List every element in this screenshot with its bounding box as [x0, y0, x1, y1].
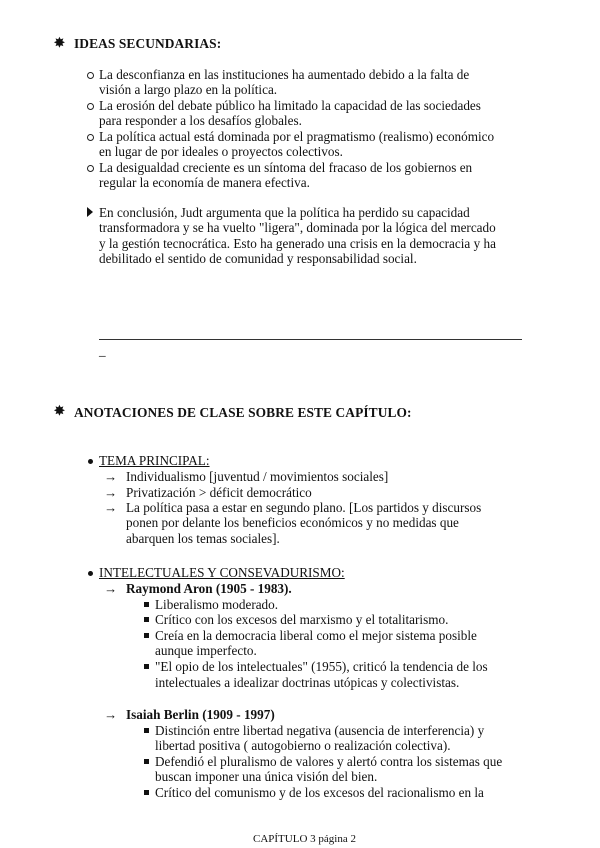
- arrow-icon: →: [104, 500, 118, 515]
- section-title-ideas-secundarias: IDEAS SECUNDARIAS:: [74, 36, 222, 51]
- circle-bullet-icon: [87, 165, 94, 172]
- heading-bullet-icon: ✸: [54, 35, 65, 50]
- circle-bullet-icon: [87, 134, 94, 141]
- square-bullet-icon: [144, 759, 149, 764]
- arrow-icon: →: [104, 707, 118, 722]
- list-item-line: visión a largo plazo en la política.: [99, 82, 278, 97]
- list-item-line: en lugar de por ideales o proyectos colectivos.: [99, 144, 343, 159]
- list-item-line: La política actual está dominada por el pragmatismo (realismo) económico: [99, 129, 495, 144]
- author-name-aron: Raymond Aron (1905 - 1983).: [126, 581, 292, 596]
- horizontal-divider: [99, 339, 522, 340]
- bullet-dot-icon: [88, 459, 93, 464]
- berlin-point-line: Crítico del comunismo y de los excesos del racionalismo en la: [155, 785, 484, 800]
- circle-bullet-icon: [87, 72, 94, 79]
- list-item-line: La erosión del debate público ha limitado la capacidad de las sociedades: [99, 98, 481, 113]
- berlin-point-line: libertad positiva ( autogobierno o realización colectiva).: [155, 738, 451, 753]
- tema-item-line: abarquen los temas sociales].: [126, 531, 280, 546]
- conclusion-line: y la gestión tecnocrática. Esto ha generado una crisis en la democracia y ha: [99, 236, 496, 251]
- tema-item-line: ponen por delante los beneficios económicos y no medidas que: [126, 515, 459, 530]
- square-bullet-icon: [144, 790, 149, 795]
- tema-item-line: La política pasa a estar en segundo plano. [Los partidos y discursos: [126, 500, 482, 515]
- arrow-icon: →: [104, 581, 118, 596]
- page-footer: CAPÍTULO 3 página 2: [253, 833, 356, 845]
- square-bullet-icon: [144, 617, 149, 622]
- list-item-line: para responder a los desafíos globales.: [99, 113, 302, 128]
- berlin-point-line: Distinción entre libertad negativa (ausencia de interferencia) y: [155, 723, 485, 738]
- subsection-title-intelectuales: INTELECTUALES Y CONSEVADURISMO:: [99, 565, 345, 580]
- aron-point-line: aunque imperfecto.: [155, 643, 257, 658]
- list-item-line: regular la economía de manera efectiva.: [99, 175, 310, 190]
- aron-point-line: "El opio de los intelectuales" (1955), criticó la tendencia de los: [155, 659, 488, 674]
- square-bullet-icon: [144, 633, 149, 638]
- subsection-title-tema-principal: TEMA PRINCIPAL:: [99, 453, 210, 468]
- aron-point-line: Liberalismo moderado.: [155, 597, 279, 612]
- square-bullet-icon: [144, 664, 149, 669]
- bullet-dot-icon: [88, 571, 93, 576]
- aron-point-line: Creía en la democracia liberal como el mejor sistema posible: [155, 628, 477, 643]
- square-bullet-icon: [144, 728, 149, 733]
- divider-mark: _: [99, 343, 106, 358]
- triangle-bullet-icon: [87, 207, 93, 217]
- square-bullet-icon: [144, 602, 149, 607]
- section-title-anotaciones: ANOTACIONES DE CLASE SOBRE ESTE CAPÍTULO:: [74, 405, 412, 420]
- berlin-point-line: Defendió el pluralismo de valores y alertó contra los sistemas que: [155, 754, 503, 769]
- heading-bullet-icon: ✸: [54, 403, 65, 418]
- tema-item-line: Individualismo [juventud / movimientos sociales]: [126, 469, 389, 484]
- arrow-icon: →: [104, 485, 118, 500]
- author-name-berlin: Isaiah Berlin (1909 - 1997): [126, 707, 275, 722]
- arrow-icon: →: [104, 469, 118, 484]
- list-item-line: La desconfianza en las instituciones ha aumentado debido a la falta de: [99, 67, 470, 82]
- conclusion-line: transformadora y se ha vuelto "ligera", dominada por la lógica del mercado: [99, 220, 496, 235]
- aron-point-line: Crítico con los excesos del marxismo y el totalitarismo.: [155, 612, 449, 627]
- list-item-line: La desigualdad creciente es un síntoma del fracaso de los gobiernos en: [99, 160, 473, 175]
- circle-bullet-icon: [87, 103, 94, 110]
- berlin-point-line: buscan imponer una única visión del bien.: [155, 769, 378, 784]
- conclusion-line: En conclusión, Judt argumenta que la política ha perdido su capacidad: [99, 205, 470, 220]
- aron-point-line: intelectuales a idealizar doctrinas utópicas y colectivistas.: [155, 675, 460, 690]
- tema-item-line: Privatización > déficit democrático: [126, 485, 312, 500]
- conclusion-line: debilitado el sentido de comunidad y responsabilidad social.: [99, 251, 417, 266]
